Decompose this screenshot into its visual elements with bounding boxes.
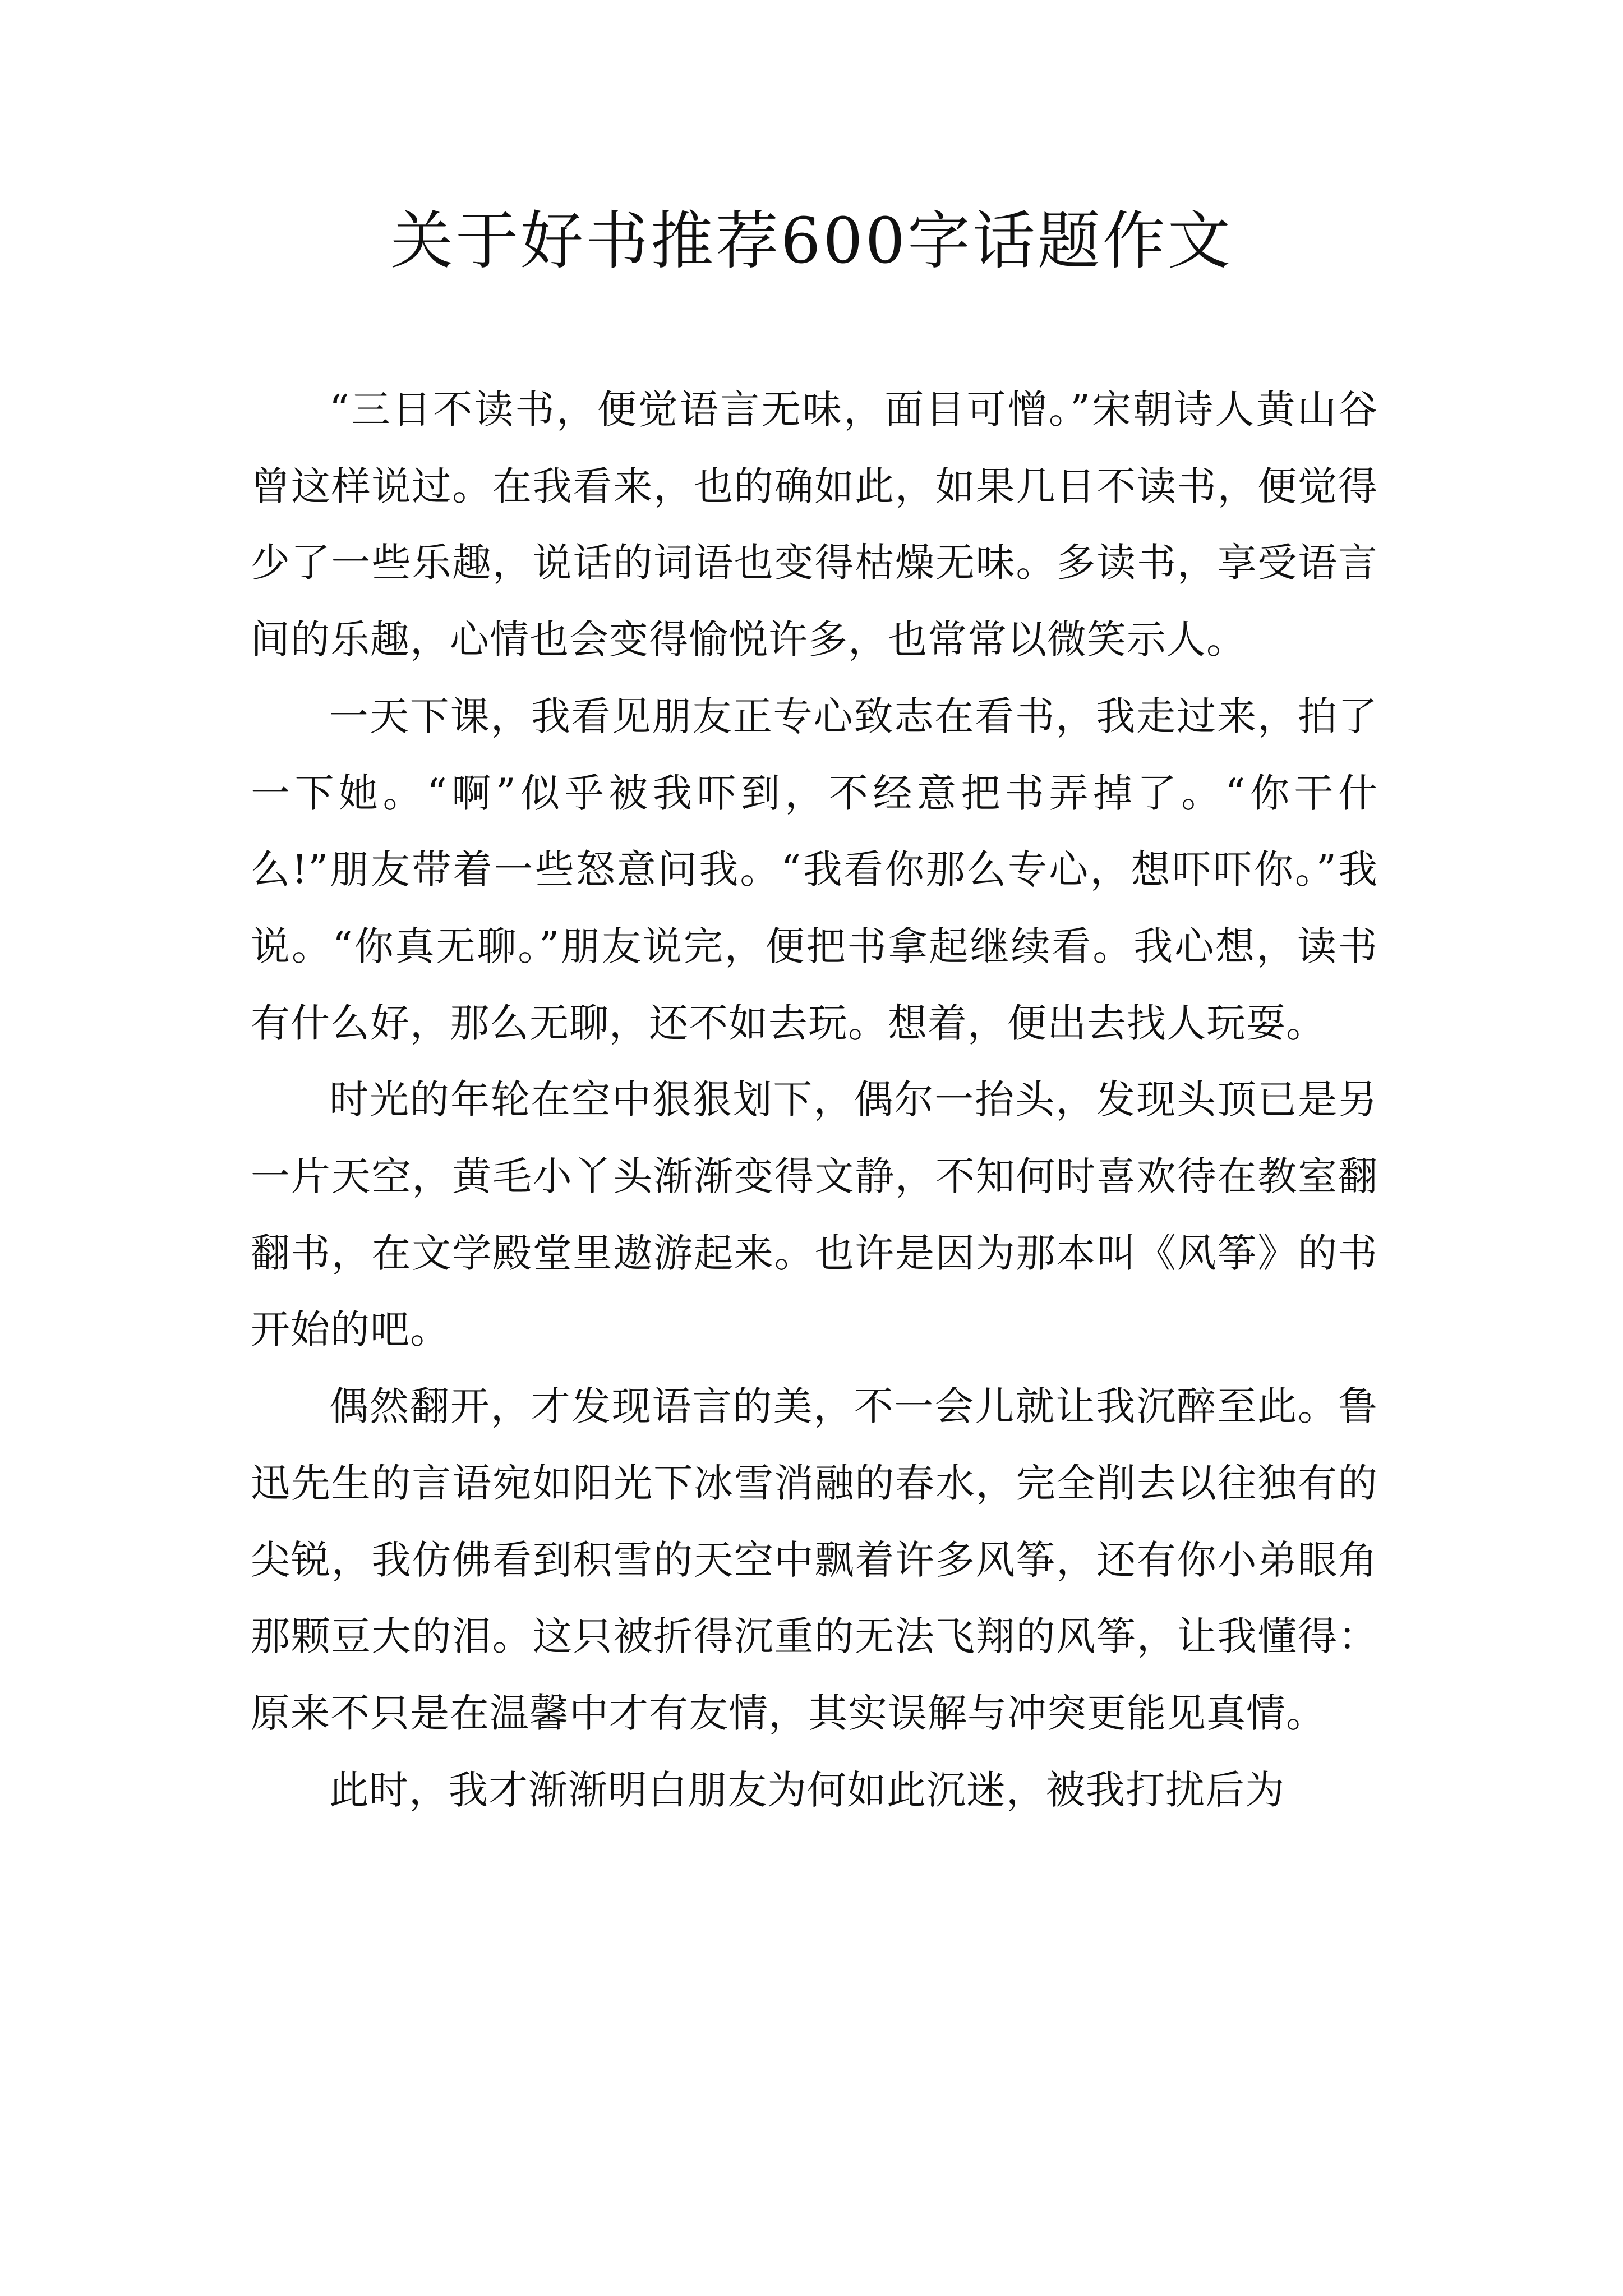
paragraph-3: 时光的年轮在空中狠狠划下，偶尔一抬头，发现头顶已是另一片天空，黄毛小丫头渐渐变得文静，不知何时喜欢待在教室翻翻书，在文学殿堂里遨游起来。也许是因为那本叫《风筝》的书开始的吧。	[251, 1076, 1378, 1353]
document-title: 关于好书推荐600字话题作文	[390, 205, 1233, 278]
document-body	[251, 371, 1378, 1828]
paragraph-5: 此时，我才渐渐明白朋友为何如此沉迷，被我打扰后为	[329, 1766, 1285, 1813]
paragraph-1: “三日不读书，便觉语言无味，面目可憎。”宋朝诗人黄山谷曾这样说过。在我看来，也的确如此，如果几日不读书，便觉得少了一些乐趣，说话的词语也变得枯燥无味。多读书，享受语言间的乐趣，心情也会变得愉悦许多，也常常以微笑示人。	[251, 386, 1378, 663]
paragraph-2: 一天下课，我看见朋友正专心致志在看书，我走过来，拍了一下她。“啊”似乎被我吓到，不经意把书弄掉了。“你干什么!”朋友带着一些怒意问我。“我看你那么专心，想吓吓你。”我说。“你真无聊。”朋友说完，便把书拿起继续看。我心想，读书有什么好，那么无聊，还不如去玩。想着，便出去找人玩耍。	[251, 693, 1378, 1046]
paragraph-4: 偶然翻开，才发现语言的美，不一会儿就让我沉醉至此。鲁迅先生的言语宛如阳光下冰雪消融的春水，完全削去以往独有的尖锐，我仿佛看到积雪的天空中飘着许多风筝，还有你小弟眼角那颗豆大的泪。这只被折得沉重的无法飞翔的风筝，让我懂得：原来不只是在温馨中才有友情，其实误解与冲突更能见真情。	[251, 1383, 1378, 1736]
